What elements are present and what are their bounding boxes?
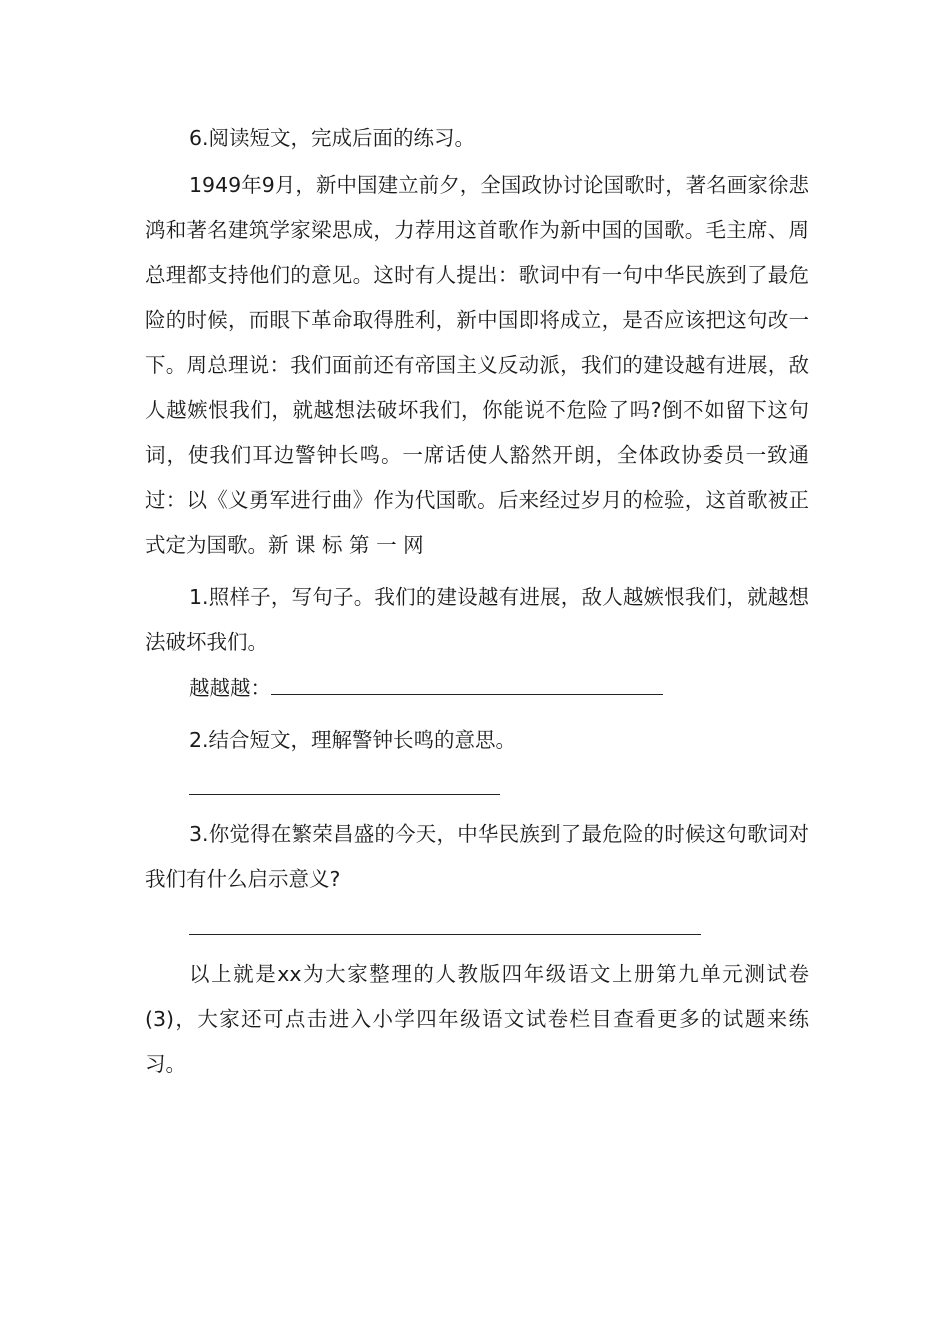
- question-1-prompt: 越越越：: [189, 676, 271, 700]
- closing-paragraph: 以上就是xx为大家整理的人教版四年级语文上册第九单元测试卷(3)，大家还可点击进入小学四年级语文试卷栏目查看更多的试题来练习。: [145, 962, 809, 1076]
- question-3-answer-line[interactable]: [189, 934, 701, 935]
- reading-passage: 1949年9月，新中国建立前夕，全国政协讨论国歌时，著名画家徐悲鸿和著名建筑学家梁思成，力荐用这首歌作为新中国的国歌。毛主席、周总理都支持他们的意见。这时有人提出：歌词中有一句中华民族到了最危险的时候，而眼下革命取得胜利，新中国即将成立，是否应该把这句改一下。周总理说：我们面前还有帝国主义反动派，我们的建设越有进展，敌人越嫉恨我们，就越想法破坏我们，你能说不危险了吗?倒不如留下这句词，使我们耳边警钟长鸣。一席话使人豁然开朗，全体政协委员一致通过：以《义勇军进行曲》作为代国歌。后来经过岁月的检验，这首歌被正式定为国歌。新 课 标 第 一 网: [145, 173, 809, 557]
- question-2-answer-line[interactable]: [189, 794, 500, 795]
- question-3: 3.你觉得在繁荣昌盛的今天，中华民族到了最危险的时候这句歌词对我们有什么启示意义?: [145, 822, 809, 891]
- question-2: 2.结合短文，理解警钟长鸣的意思。: [189, 728, 517, 752]
- question-1-answer-row: [145, 666, 809, 711]
- question-1-answer-line[interactable]: [271, 680, 663, 695]
- exercise-instruction: 6.阅读短文，完成后面的练习。: [189, 126, 476, 150]
- question-1: 1.照样子，写句子。我们的建设越有进展，敌人越嫉恨我们，就越想法破坏我们。: [145, 585, 809, 654]
